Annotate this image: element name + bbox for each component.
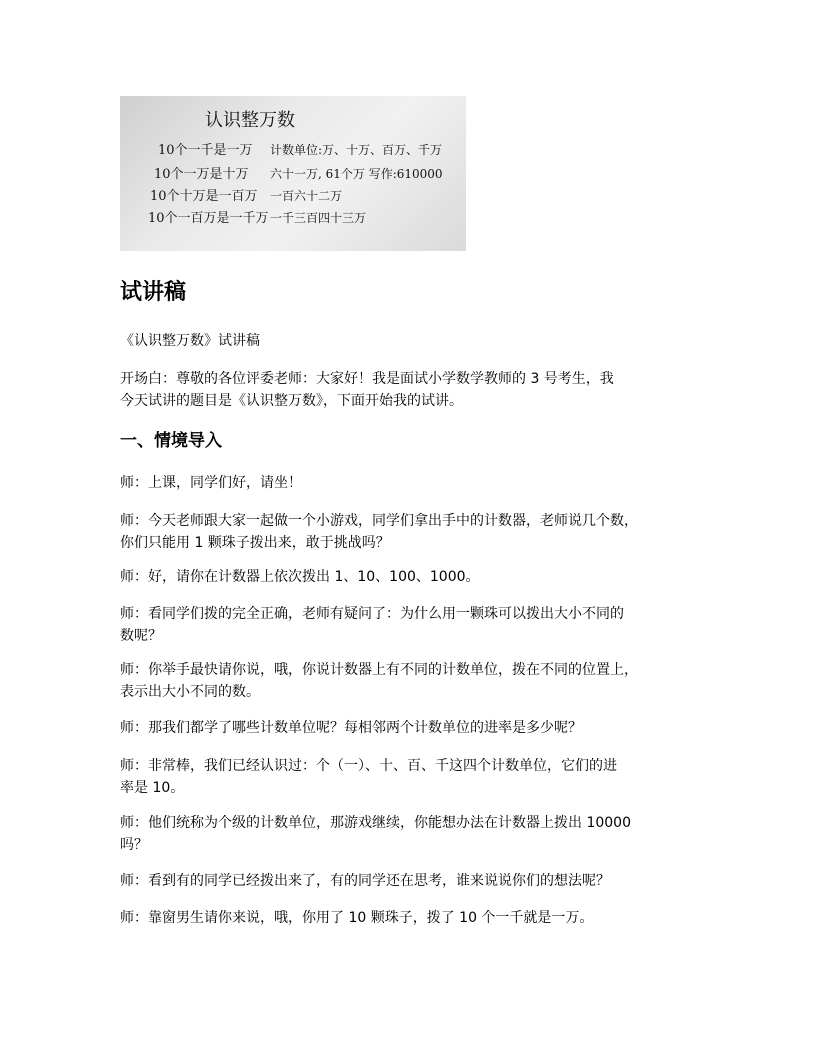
paragraph-line: 吗？ (120, 837, 148, 853)
handwritten-notes-image (120, 96, 466, 251)
notes-right-line: 六十一万, 61个万 写作:610000 (270, 167, 443, 181)
paragraph-line: 师：今天老师跟大家一起做一个小游戏，同学们拿出手中的计数器，老师说几个数， (120, 513, 638, 529)
lesson-subtitle: 《认识整万数》试讲稿 (120, 333, 260, 349)
paragraph: 师：靠窗男生请你来说，哦，你用了 10 颗珠子，拨了 10 个一千就是一万。 (120, 910, 594, 926)
notes-right-line: 一千三百四十三万 (270, 211, 367, 225)
paragraph (120, 510, 710, 554)
paragraph-line: 师：看同学们拨的完全正确，老师有疑问了：为什么用一颗珠可以拨出大小不同的 (120, 606, 624, 622)
notes-right-line: 一百六十二万 (270, 189, 343, 203)
paragraph (120, 812, 710, 856)
notes-title: 认识整万数 (205, 110, 295, 131)
paragraph-line: 数呢？ (120, 628, 162, 644)
notes-left-line: 10个一百万是一千万 (148, 211, 269, 226)
paragraph-line: 今天试讲的题目是《认识整万数》，下面开始我的试讲。 (120, 393, 463, 409)
section-heading: 一、情境导入 (120, 431, 222, 451)
paragraph: 师：那我们都学了哪些计数单位呢？每相邻两个计数单位的进率是多少呢？ (120, 720, 582, 736)
document-title: 试讲稿 (120, 280, 187, 305)
notes-left-line: 10个十万是一百万 (150, 189, 258, 204)
notes-left-line: 10个一千是一万 (158, 143, 253, 158)
paragraph-line: 师：非常棒，我们已经认识过：个（一）、十、百、千这四个计数单位，它们的进 (120, 758, 617, 774)
paragraph: 师：看到有的同学已经拨出来了，有的同学还在思考，谁来说说你们的想法呢？ (120, 873, 610, 889)
paragraph: 师：上课，同学们好，请坐！ (120, 475, 302, 491)
paragraph-line: 率是 10。 (120, 780, 185, 796)
opening-paragraph (120, 368, 710, 412)
paragraph-line: 师：他们统称为个级的计数单位，那游戏继续，你能想办法在计数器上拨出 10000 (120, 815, 631, 831)
notes-left-line: 10个一万是十万 (154, 167, 249, 182)
notes-right-line: 计数单位:万、十万、百万、千万 (270, 143, 443, 157)
paragraph-line: 师：你举手最快请你说，哦，你说计数器上有不同的计数单位，拨在不同的位置上， (120, 662, 638, 678)
paragraph (120, 659, 710, 703)
paragraph: 师：好，请你在计数器上依次拨出 1、10、100、1000。 (120, 569, 480, 585)
paragraph (120, 603, 710, 647)
paragraph-line: 开场白：尊敬的各位评委老师：大家好！我是面试小学数学教师的 3 号考生，我 (120, 371, 614, 387)
paragraph-line: 你们只能用 1 颗珠子拨出来，敢于挑战吗？ (120, 535, 390, 551)
paragraph-line: 表示出大小不同的数。 (120, 684, 260, 700)
paragraph (120, 755, 710, 799)
